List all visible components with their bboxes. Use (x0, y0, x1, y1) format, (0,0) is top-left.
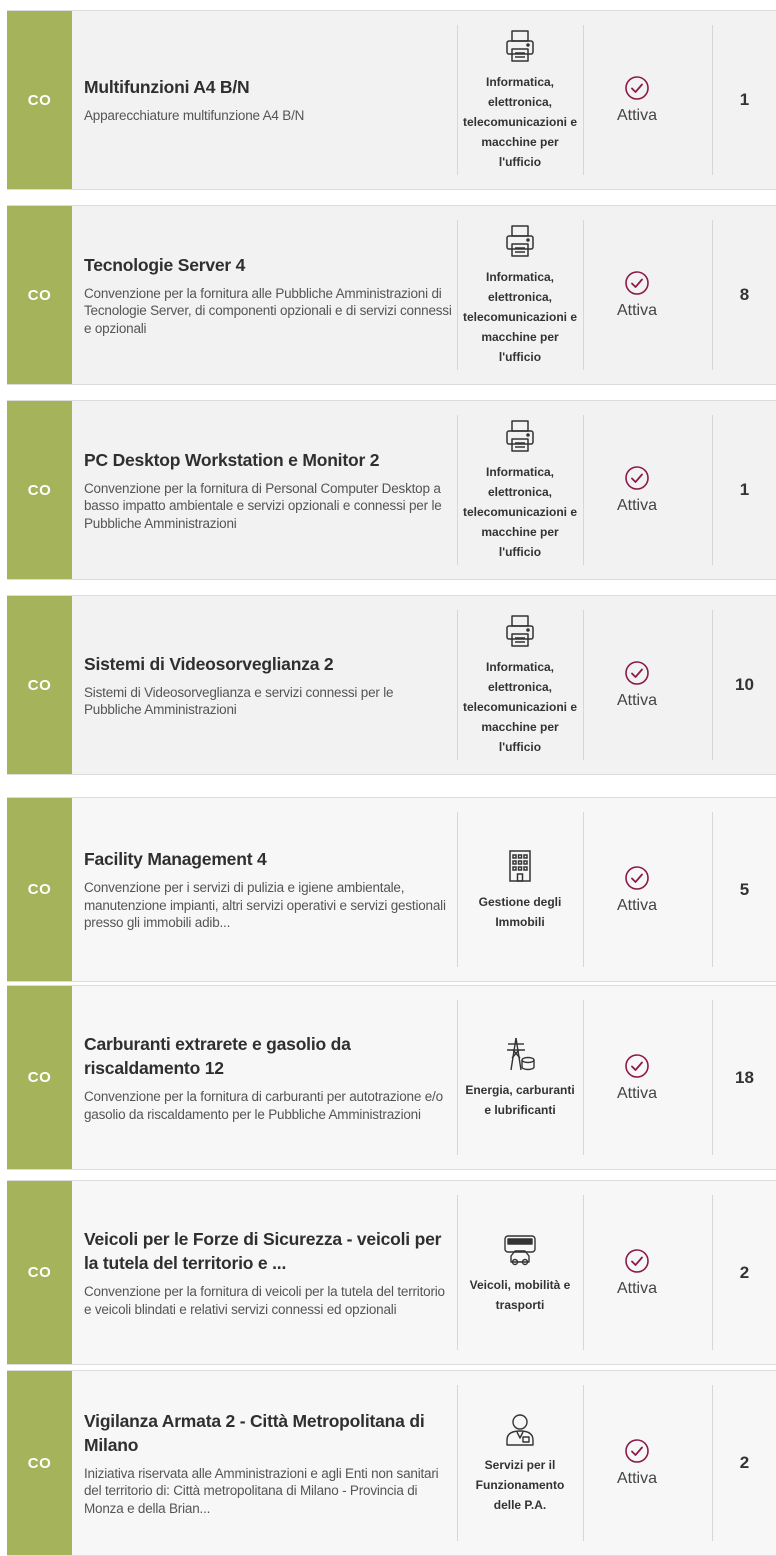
divider (583, 812, 584, 967)
status-label: Attiva (616, 497, 657, 514)
type-badge: CO (7, 206, 72, 384)
status-label: Attiva (616, 692, 657, 709)
type-badge: CO (7, 401, 72, 579)
divider (457, 610, 458, 760)
category-label: Gestione degli Immobili (478, 894, 562, 929)
category-label: Informatica, elettronica, telecomunicazioni e macchine per l'ufficio (462, 75, 578, 169)
divider (457, 812, 458, 967)
divider (457, 1195, 458, 1350)
type-badge: CO (7, 1371, 72, 1555)
item-count: 1 (739, 90, 750, 109)
category-label: Energia, carburanti e lubrificanti (465, 1082, 575, 1117)
status-label: Attiva (616, 302, 657, 319)
item-description: Sistemi di Videosorveglianza e servizi connessi per le Pubbliche Amministrazioni (84, 684, 394, 717)
divider (457, 25, 458, 175)
type-badge: CO (7, 11, 72, 189)
divider (457, 415, 458, 565)
item-count: 18 (735, 1067, 754, 1087)
item-status (587, 1371, 687, 1555)
item-status (587, 798, 687, 981)
list-item[interactable] (7, 1370, 776, 1556)
check-circle-icon (624, 1438, 650, 1464)
divider (457, 220, 458, 370)
item-title[interactable]: PC Desktop Workstation e Monitor 2 (84, 449, 380, 470)
item-category (460, 986, 580, 1169)
item-count: 1 (739, 480, 750, 499)
item-status (587, 986, 687, 1169)
item-count: 5 (739, 879, 750, 899)
item-description: Iniziativa riservata alle Amministrazioni e agli Enti non sanitari del territorio di: Città metropolitana di Milano - Provincia di Monza e della Brian... (84, 1465, 439, 1516)
building-icon (502, 848, 538, 884)
type-badge: CO (7, 986, 72, 1169)
item-category (460, 596, 580, 774)
status-label: Attiva (616, 896, 657, 914)
item-title[interactable]: Facility Management 4 (84, 849, 267, 870)
person-icon (502, 1411, 538, 1447)
printer-icon (502, 613, 538, 649)
item-category (460, 206, 580, 384)
category-label: Servizi per il Funzionamento delle P.A. (475, 1458, 565, 1512)
item-info (84, 798, 454, 981)
check-circle-icon (624, 660, 650, 686)
divider (583, 1000, 584, 1155)
item-category (460, 798, 580, 981)
type-badge: CO (7, 798, 72, 981)
item-info (84, 11, 454, 189)
energy-icon (502, 1036, 538, 1072)
status-label: Attiva (616, 1084, 657, 1102)
item-info (84, 986, 454, 1169)
divider (583, 1385, 584, 1541)
item-count: 2 (739, 1262, 750, 1282)
item-info (84, 1181, 454, 1364)
item-title[interactable]: Sistemi di Videosorveglianza 2 (84, 653, 334, 674)
printer-icon (502, 28, 538, 64)
category-label: Informatica, elettronica, telecomunicazioni e macchine per l'ufficio (462, 660, 578, 754)
check-circle-icon (624, 270, 650, 296)
check-circle-icon (624, 465, 650, 491)
item-title[interactable]: Carburanti extrarete e gasolio da riscaldamento 12 (84, 1034, 351, 1078)
item-title[interactable]: Veicoli per le Forze di Sicurezza - veicoli per la tutela del territorio e ... (84, 1229, 442, 1273)
item-description: Convenzione per la fornitura di veicoli per la tutela del territorio e veicoli blindati e relativi servizi connessi ed opzionali (84, 1284, 445, 1317)
list-item[interactable] (7, 1180, 776, 1365)
type-badge: CO (7, 1181, 72, 1364)
list-item[interactable] (7, 10, 776, 190)
item-status (587, 401, 687, 579)
divider (583, 25, 584, 175)
item-title[interactable]: Tecnologie Server 4 (84, 254, 246, 275)
check-circle-icon (624, 865, 650, 891)
item-category (460, 1181, 580, 1364)
category-label: Informatica, elettronica, telecomunicazioni e macchine per l'ufficio (462, 465, 578, 559)
list-item[interactable] (7, 985, 776, 1170)
vehicles-icon (502, 1231, 538, 1267)
item-category (460, 11, 580, 189)
printer-icon (502, 418, 538, 454)
item-status (587, 596, 687, 774)
divider (457, 1000, 458, 1155)
divider (583, 1195, 584, 1350)
item-status (587, 1181, 687, 1364)
item-title[interactable]: Multifunzioni A4 B/N (84, 77, 250, 98)
item-description: Convenzione per la fornitura di Personal Computer Desktop a basso impatto ambientale e servizi opzionali e connessi per le Pubbliche Amministrazioni (84, 480, 442, 531)
list-item[interactable] (7, 595, 776, 775)
item-info (84, 596, 454, 774)
category-label: Veicoli, mobilità e trasporti (469, 1277, 571, 1312)
item-count: 8 (739, 285, 750, 304)
item-title[interactable]: Vigilanza Armata 2 - Città Metropolitana di Milano (84, 1410, 425, 1455)
item-description: Convenzione per i servizi di pulizia e igiene ambientale, manutenzione impianti, altri servizi operativi e servizi gestionali presso gli immobili adib... (84, 880, 446, 931)
printer-icon (502, 223, 538, 259)
category-label: Informatica, elettronica, telecomunicazioni e macchine per l'ufficio (462, 270, 578, 364)
divider (583, 610, 584, 760)
status-label: Attiva (616, 1279, 657, 1297)
item-count: 2 (739, 1453, 750, 1472)
status-label: Attiva (616, 1470, 657, 1487)
item-status (587, 11, 687, 189)
list-item[interactable] (7, 205, 776, 385)
divider (457, 1385, 458, 1541)
item-category (460, 1371, 580, 1555)
check-circle-icon (624, 75, 650, 101)
item-info (84, 206, 454, 384)
item-description: Convenzione per la fornitura di carburanti per autotrazione e/o gasolio da riscaldamento per le Pubbliche Amministrazioni (84, 1089, 443, 1122)
item-description: Convenzione per la fornitura alle Pubbliche Amministrazioni di Tecnologie Server, di componenti opzionali e di servizi connessi e opzionali (84, 285, 452, 336)
list-item[interactable] (7, 400, 776, 580)
divider (583, 220, 584, 370)
check-circle-icon (624, 1248, 650, 1274)
status-label: Attiva (616, 107, 657, 124)
item-info (84, 401, 454, 579)
item-category (460, 401, 580, 579)
check-circle-icon (624, 1053, 650, 1079)
item-count: 10 (735, 675, 754, 694)
item-info (84, 1371, 454, 1555)
type-badge: CO (7, 596, 72, 774)
divider (583, 415, 584, 565)
item-status (587, 206, 687, 384)
item-description: Apparecchiature multifunzione A4 B/N (84, 108, 305, 124)
list-item[interactable] (7, 797, 776, 982)
